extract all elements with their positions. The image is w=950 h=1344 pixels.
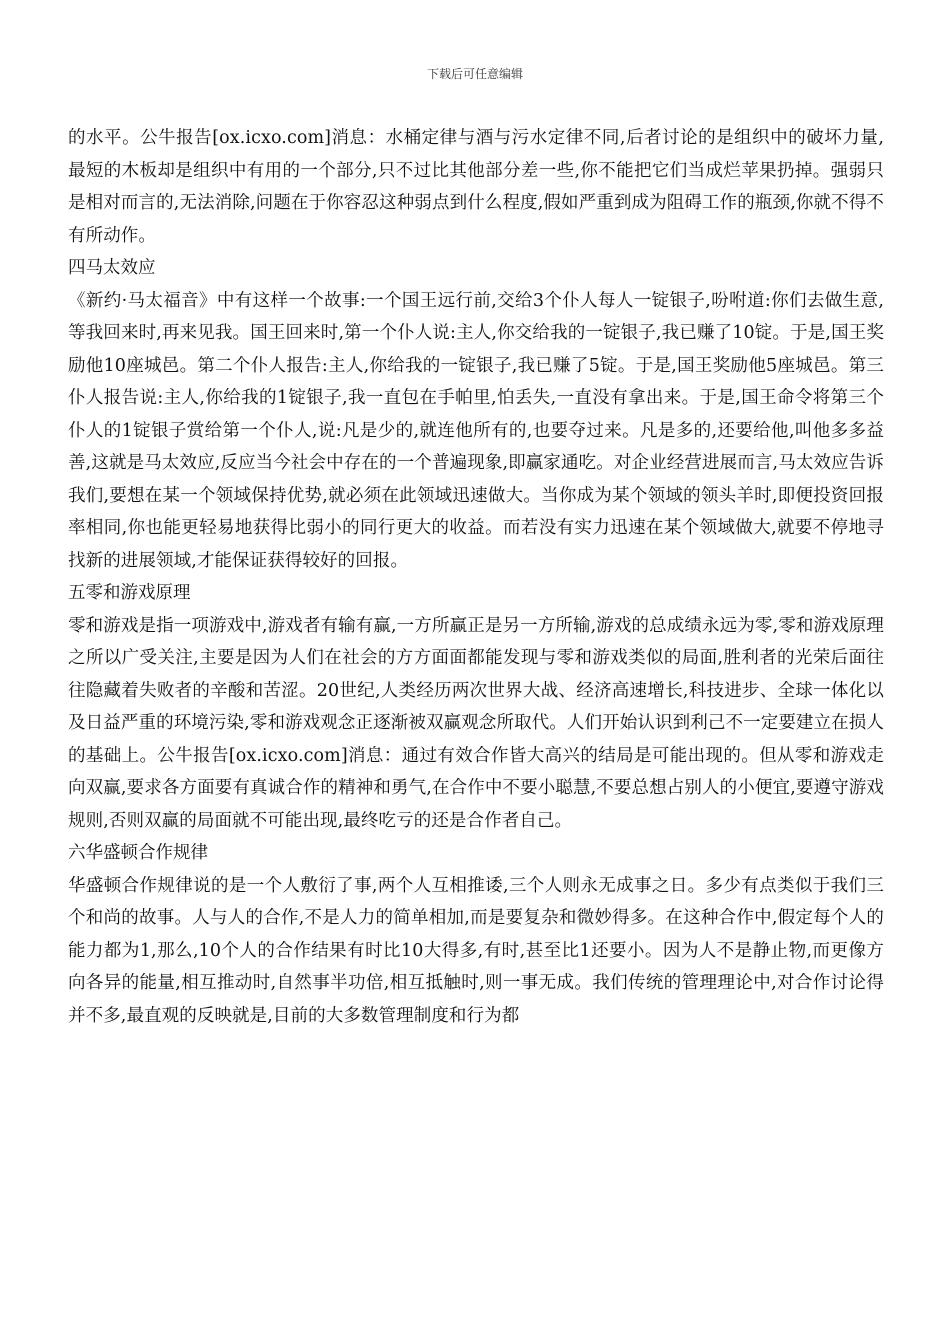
- paragraph-washington-cooperation: 华盛顿合作规律说的是一个人敷衍了事,两个人互相推诿,三个人则永无成事之日。多少有点类似于我们三个和尚的故事。人与人的合作,不是人力的简单相加,而是要复杂和微妙得多。在这种合作中,假定每个人的能力都为1,那么,10个人的合作结果有时比10大得多,有时,甚至比1还要小。因为人不是静止物,而更像方向各异的能量,相互推动时,自然事半功倍,相互抵触时,则一事无成。我们传统的管理理论中,对合作讨论得并不多,最直观的反映就是,目前的大多数管理制度和行为都: [68, 875, 884, 1026]
- paragraph-matthew-effect: 《新约·马太福音》中有这样一个故事:一个国王远行前,交给3个仆人每人一锭银子,吩咐道:你们去做生意,等我回来时,再来见我。国王回来时,第一个仆人说:主人,你交给我的一锭银子,我已赚了10锭。于是,国王奖励他10座城邑。第二个仆人报告:主人,你给我的一锭银子,我已赚了5锭。于是,国王奖励他5座城邑。第三仆人报告说:主人,你给我的1锭银子,我一直包在手帕里,怕丢失,一直没有拿出来。于是,国王命令将第三个仆人的1锭银子赏给第一个仆人,说:凡是少的,就连他所有的,也要夺过来。凡是多的,还要给他,叫他多多益善,这就是马太效应,反应当今社会中存在的一个普遍现象,即赢家通吃。对企业经营进展而言,马太效应告诉我们,要想在某一个领域保持优势,就必须在此领域迅速做大。当你成为某个领域的领头羊时,即便投资回报率相同,你也能更轻易地获得比弱小的同行更大的收益。而若没有实力迅速在某个领域做大,就要不停地寻找新的进展领域,才能保证获得较好的回报。: [68, 290, 884, 571]
- page-header: 下载后可任意编辑: [426, 67, 523, 81]
- section-heading-matthew-effect: 四马太效应: [68, 258, 156, 278]
- document-body: [68, 122, 884, 1032]
- section-heading-washington-cooperation: 六华盛顿合作规律: [68, 843, 208, 863]
- paragraph-bucket-law-continued: 的水平。公牛报告[ox.icxo.com]消息：水桶定律与酒与污水定律不同,后者讨论的是组织中的破坏力量,最短的木板却是组织中有用的一个部分,只不过比其他部分差一些,你不能把它们当成烂苹果扔掉。强弱只是相对而言的,无法消除,问题在于你容忍这种弱点到什么程度,假如严重到成为阻碍工作的瓶颈,你就不得不有所动作。: [68, 128, 884, 246]
- paragraph-zero-sum-game: 零和游戏是指一项游戏中,游戏者有输有赢,一方所赢正是另一方所输,游戏的总成绩永远为零,零和游戏原理之所以广受关注,主要是因为人们在社会的方方面面都能发现与零和游戏类似的局面,胜利者的光荣后面往往隐藏着失败者的辛酸和苦涩。20世纪,人类经历两次世界大战、经济高速增长,科技进步、全球一体化以及日益严重的环境污染,零和游戏观念正逐渐被双赢观念所取代。人们开始认识到利己不一定要建立在损人的基础上。公牛报告[ox.icxo.com]消息：通过有效合作皆大高兴的结局是可能出现的。但从零和游戏走向双赢,要求各方面要有真诚合作的精神和勇气,在合作中不要小聪慧,不要总想占别人的小便宜,要遵守游戏规则,否则双赢的局面就不可能出现,最终吃亏的还是合作者自己。: [68, 615, 884, 831]
- section-heading-zero-sum-game: 五零和游戏原理: [68, 583, 191, 603]
